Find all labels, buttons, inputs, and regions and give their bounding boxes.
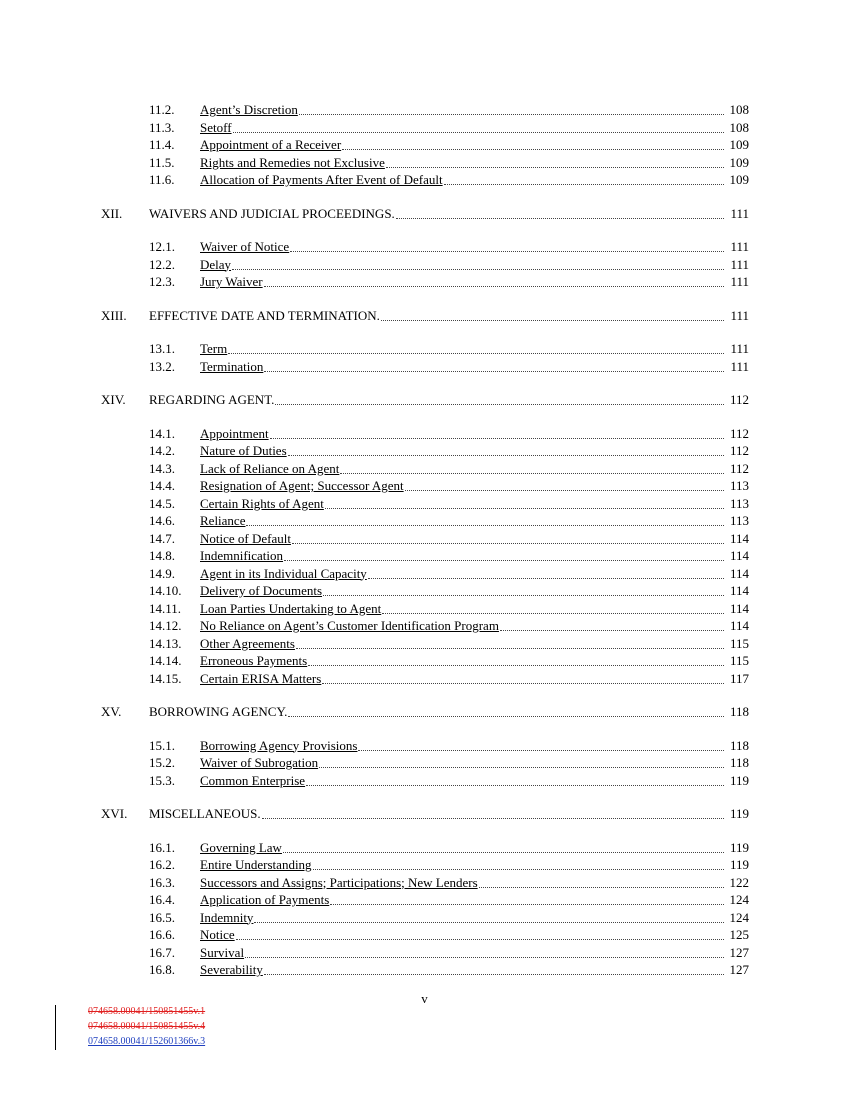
- dot-leader: [386, 167, 724, 168]
- toc-number: 16.1.: [149, 839, 175, 855]
- dot-leader: [313, 869, 724, 870]
- toc-number: 14.15.: [149, 670, 182, 686]
- toc-entry[interactable]: [0, 565, 849, 582]
- toc-number: 12.1.: [149, 239, 175, 254]
- toc-page-number: 119: [729, 839, 749, 855]
- toc-link[interactable]: Notice of Default: [200, 530, 291, 546]
- dot-leader: [325, 508, 724, 509]
- toc-page-number: 108: [729, 102, 749, 117]
- toc-entry[interactable]: [0, 171, 849, 188]
- toc-page-number: 119: [729, 857, 749, 872]
- toc-page-number: 113: [729, 495, 749, 511]
- toc-number: 11.5.: [149, 154, 175, 170]
- toc-page-number: 118: [729, 704, 749, 719]
- toc-number: 15.1.: [149, 737, 175, 753]
- dot-leader: [290, 251, 724, 252]
- toc-number: 16.8.: [149, 962, 175, 977]
- toc-entry[interactable]: [0, 119, 849, 136]
- toc-link[interactable]: Loan Parties Undertaking to Agent: [200, 600, 382, 616]
- toc-entry[interactable]: [0, 512, 849, 529]
- toc-number: 15.3.: [149, 772, 175, 788]
- toc-link[interactable]: Indemnification: [200, 548, 284, 563]
- doc-id-deleted: 074658.00041/150851455v.1: [88, 1006, 206, 1017]
- toc-link[interactable]: Entire Understanding: [200, 857, 312, 872]
- toc-number: XVI.: [101, 806, 128, 821]
- toc-number: 14.7.: [149, 530, 175, 546]
- toc-link[interactable]: Termination: [200, 358, 264, 374]
- toc-entry[interactable]: [0, 358, 849, 375]
- toc-link[interactable]: Borrowing Agency Provisions: [200, 737, 358, 753]
- toc-entry[interactable]: [0, 754, 849, 771]
- toc-link[interactable]: Rights and Remedies not Exclusive: [200, 154, 385, 170]
- dot-leader: [264, 974, 724, 975]
- toc-entry[interactable]: [0, 909, 849, 926]
- toc-entry[interactable]: [0, 340, 849, 357]
- dot-leader: [322, 683, 724, 684]
- dot-leader: [275, 404, 724, 405]
- toc-number: 12.2.: [149, 256, 175, 272]
- change-bar: [55, 1005, 56, 1050]
- toc-number: 16.5.: [149, 909, 175, 925]
- toc-link[interactable]: Erroneous Payments: [200, 653, 308, 668]
- toc-entry[interactable]: [0, 547, 849, 564]
- toc-number: 11.2.: [149, 102, 175, 117]
- toc-entry[interactable]: [0, 582, 849, 599]
- dot-leader: [368, 578, 724, 579]
- dot-leader: [264, 286, 724, 287]
- toc-number: 14.2.: [149, 443, 175, 458]
- toc-entry[interactable]: [0, 652, 849, 669]
- toc-number: 14.3.: [149, 460, 175, 476]
- toc-page-number: 114: [729, 583, 749, 598]
- toc-link[interactable]: Lack of Reliance on Agent: [200, 460, 340, 476]
- dot-leader: [382, 613, 724, 614]
- toc-entry[interactable]: [0, 530, 849, 547]
- toc-number: 16.3.: [149, 874, 175, 890]
- toc-number: 13.2.: [149, 358, 175, 374]
- toc-entry[interactable]: [0, 495, 849, 512]
- toc-link[interactable]: No Reliance on Agent’s Customer Identification Program: [200, 618, 499, 633]
- toc-entry[interactable]: [0, 154, 849, 171]
- toc-page-number: 111: [730, 307, 749, 323]
- toc-entry[interactable]: [0, 238, 849, 255]
- toc-link[interactable]: Reliance: [200, 513, 246, 528]
- toc-page-number: 112: [729, 460, 749, 476]
- toc-page-number: 109: [729, 154, 749, 170]
- toc-number: 16.6.: [149, 927, 175, 942]
- toc-link[interactable]: Survival: [200, 944, 245, 960]
- toc-entry[interactable]: [0, 617, 849, 634]
- dot-leader: [254, 922, 724, 923]
- toc-entry[interactable]: [0, 425, 849, 442]
- toc-page-number: 111: [730, 341, 749, 356]
- toc-page-number: 114: [729, 530, 749, 546]
- toc-link[interactable]: Appointment: [200, 425, 269, 441]
- dot-leader: [288, 716, 724, 717]
- toc-number: 11.6.: [149, 172, 175, 187]
- toc-page-number: 122: [729, 874, 749, 890]
- dot-leader: [444, 184, 724, 185]
- toc-number: 14.1.: [149, 425, 175, 441]
- toc-number: XIII.: [101, 307, 127, 323]
- dot-leader: [245, 957, 724, 958]
- dot-leader: [283, 852, 724, 853]
- toc-section-title: BORROWING AGENCY.: [149, 704, 288, 719]
- toc-number: XIV.: [101, 392, 126, 407]
- toc-page-number: 114: [729, 548, 749, 563]
- toc-number: 14.8.: [149, 548, 175, 563]
- dot-leader: [340, 473, 724, 474]
- toc-link[interactable]: Waiver of Notice: [200, 239, 290, 254]
- toc-page-number: 125: [729, 927, 749, 942]
- toc-page-number: 111: [730, 256, 749, 272]
- toc-number: 14.5.: [149, 495, 175, 511]
- toc-page-number: 111: [730, 358, 749, 374]
- toc-section: [0, 703, 849, 720]
- toc-page-number: 109: [729, 137, 749, 152]
- toc-entry[interactable]: [0, 961, 849, 978]
- toc-number: 14.13.: [149, 635, 182, 651]
- toc-page-number: 115: [729, 635, 749, 651]
- toc-page-number: 109: [729, 172, 749, 187]
- toc-entry[interactable]: [0, 839, 849, 856]
- toc-link[interactable]: Term: [200, 341, 228, 356]
- toc-link[interactable]: Severability: [200, 962, 263, 977]
- toc-link[interactable]: Application of Payments: [200, 892, 330, 907]
- toc-number: 14.10.: [149, 583, 182, 598]
- toc-number: XII.: [101, 205, 123, 221]
- dot-leader: [264, 371, 724, 372]
- dot-leader: [228, 353, 724, 354]
- dot-leader: [299, 114, 724, 115]
- toc-page-number: 114: [729, 618, 749, 633]
- toc-section: [0, 205, 849, 222]
- toc-page-number: 111: [730, 274, 749, 289]
- toc-page-number: 124: [729, 909, 749, 925]
- toc-entry[interactable]: [0, 460, 849, 477]
- dot-leader: [319, 767, 724, 768]
- toc-link[interactable]: Successors and Assigns; Participations; New Lenders: [200, 874, 478, 890]
- toc-link[interactable]: Notice: [200, 927, 235, 942]
- toc-section: [0, 805, 849, 822]
- dot-leader: [236, 939, 724, 940]
- dot-leader: [306, 785, 724, 786]
- toc-link[interactable]: Other Agreements: [200, 635, 295, 651]
- dot-leader: [232, 269, 724, 270]
- toc-page-number: 112: [729, 392, 749, 407]
- toc-link[interactable]: Agent’s Discretion: [200, 102, 298, 117]
- doc-id-current[interactable]: 074658.00041/152601366v.3: [88, 1036, 206, 1047]
- toc-number: 14.9.: [149, 565, 175, 581]
- toc-section: [0, 391, 849, 408]
- toc-number: 12.3.: [149, 274, 175, 289]
- dot-leader: [270, 438, 724, 439]
- toc-number: 16.7.: [149, 944, 175, 960]
- dot-leader: [405, 490, 724, 491]
- toc-number: 16.4.: [149, 892, 175, 907]
- dot-leader: [358, 750, 724, 751]
- toc-entry[interactable]: [0, 600, 849, 617]
- toc-entry[interactable]: [0, 670, 849, 687]
- toc-link[interactable]: Indemnity: [200, 909, 254, 925]
- toc-number: XV.: [101, 704, 122, 719]
- toc-page-number: 112: [729, 425, 749, 441]
- dot-leader: [323, 595, 724, 596]
- toc-number: 11.3.: [149, 119, 175, 135]
- dot-leader: [381, 320, 724, 321]
- toc-page-number: 113: [729, 478, 749, 493]
- toc-section-title: EFFECTIVE DATE AND TERMINATION.: [149, 307, 380, 323]
- toc-section-title: WAIVERS AND JUDICIAL PROCEEDINGS.: [149, 205, 395, 221]
- toc-page-number: 112: [729, 443, 749, 458]
- toc-number: 15.2.: [149, 755, 175, 770]
- toc-number: 14.14.: [149, 653, 182, 668]
- toc-entry[interactable]: [0, 273, 849, 290]
- toc-link[interactable]: Setoff: [200, 119, 232, 135]
- toc-entry[interactable]: [0, 256, 849, 273]
- toc-link[interactable]: Delay: [200, 256, 232, 272]
- toc-entry[interactable]: [0, 635, 849, 652]
- toc-entry[interactable]: [0, 737, 849, 754]
- toc-link[interactable]: Resignation of Agent; Successor Agent: [200, 478, 404, 493]
- toc-page-number: 119: [729, 806, 749, 821]
- toc-number: 14.12.: [149, 618, 182, 633]
- dot-leader: [296, 648, 724, 649]
- toc-link[interactable]: Common Enterprise: [200, 772, 306, 788]
- toc-page-number: 114: [729, 600, 749, 616]
- dot-leader: [288, 455, 724, 456]
- toc-page-number: 118: [729, 737, 749, 753]
- toc-entry[interactable]: [0, 926, 849, 943]
- toc-page-number: 111: [730, 205, 749, 221]
- toc-section: [0, 307, 849, 324]
- dot-leader: [284, 560, 724, 561]
- toc-link[interactable]: Allocation of Payments After Event of Default: [200, 172, 443, 187]
- dot-leader: [246, 525, 724, 526]
- dot-leader: [396, 218, 724, 219]
- toc-page-number: 119: [729, 772, 749, 788]
- toc-link[interactable]: Governing Law: [200, 839, 282, 855]
- dot-leader: [292, 543, 724, 544]
- toc-page-number: 124: [729, 892, 749, 907]
- toc-number: 14.6.: [149, 513, 175, 528]
- toc-section-title: MISCELLANEOUS.: [149, 806, 261, 821]
- toc-entry[interactable]: [0, 101, 849, 118]
- dot-leader: [342, 149, 724, 150]
- toc-entry[interactable]: [0, 772, 849, 789]
- toc-link[interactable]: Certain ERISA Matters: [200, 670, 322, 686]
- toc-page-number: 111: [730, 239, 749, 254]
- toc-number: 13.1.: [149, 341, 175, 356]
- toc-link[interactable]: Jury Waiver: [200, 274, 263, 289]
- toc-number: 11.4.: [149, 137, 175, 152]
- dot-leader: [479, 887, 724, 888]
- toc-link[interactable]: Certain Rights of Agent: [200, 495, 324, 511]
- toc-entry[interactable]: [0, 477, 849, 494]
- toc-page-number: 127: [729, 944, 749, 960]
- toc-link[interactable]: Appointment of a Receiver: [200, 137, 342, 152]
- toc-page-number: 113: [729, 513, 749, 528]
- toc-page-number: 114: [729, 565, 749, 581]
- toc-entry[interactable]: [0, 944, 849, 961]
- toc-number: 14.4.: [149, 478, 175, 493]
- toc-link[interactable]: Nature of Duties: [200, 443, 287, 458]
- toc-page-number: 118: [729, 755, 749, 770]
- toc-number: 16.2.: [149, 857, 175, 872]
- toc-link[interactable]: Delivery of Documents: [200, 583, 323, 598]
- toc-number: 14.11.: [149, 600, 182, 616]
- dot-leader: [308, 665, 724, 666]
- toc-page-number: 117: [729, 670, 749, 686]
- toc-entry[interactable]: [0, 874, 849, 891]
- toc-entry[interactable]: [0, 442, 849, 459]
- dot-leader: [330, 904, 724, 905]
- dot-leader: [262, 818, 724, 819]
- toc-page-number: 108: [729, 119, 749, 135]
- dot-leader: [500, 630, 724, 631]
- toc-entry[interactable]: [0, 891, 849, 908]
- doc-id-deleted: 074658.00041/150851455v.4: [88, 1021, 206, 1032]
- toc-page-number: 115: [729, 653, 749, 668]
- toc-link[interactable]: Agent in its Individual Capacity: [200, 565, 367, 581]
- toc-link[interactable]: Waiver of Subrogation: [200, 755, 319, 770]
- dot-leader: [233, 132, 724, 133]
- toc-section-title: REGARDING AGENT.: [149, 392, 275, 407]
- page-number: v: [421, 991, 428, 1006]
- toc-entry[interactable]: [0, 136, 849, 153]
- toc-page-number: 127: [729, 962, 749, 977]
- toc-entry[interactable]: [0, 856, 849, 873]
